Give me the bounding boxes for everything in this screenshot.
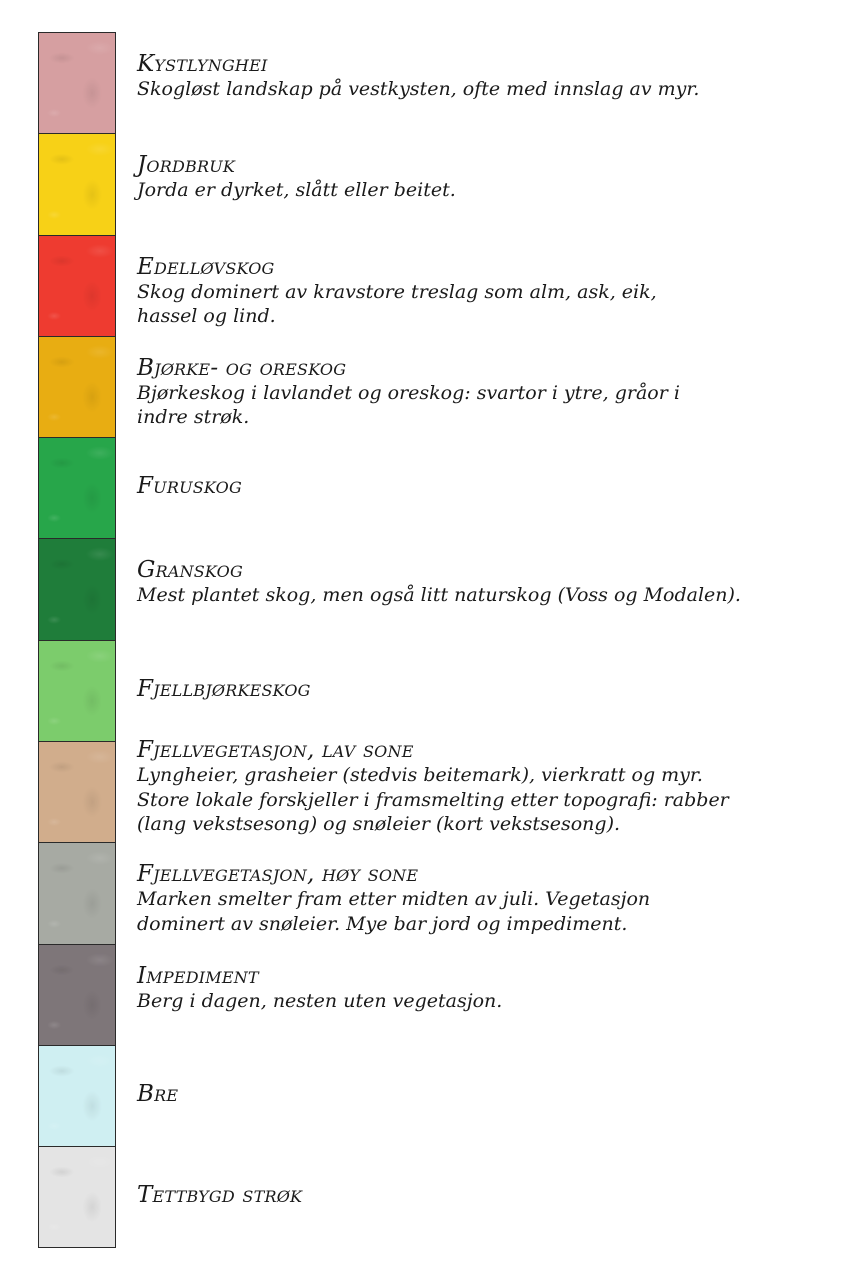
legend-title: Edelløvskog — [137, 253, 275, 280]
legend-description: Skog dominert av kravstore treslag som alm, ask, eik, hassel og lind. — [137, 280, 657, 328]
legend-text — [137, 842, 650, 936]
legend-title: Furuskog — [137, 473, 242, 500]
legend-text — [137, 944, 502, 1014]
map-legend — [38, 32, 858, 1248]
legend-text — [137, 133, 456, 203]
legend-item-bre — [38, 1045, 858, 1146]
legend-item-kystlynghei — [38, 32, 858, 133]
legend-description: Jorda er dyrket, slått eller beitet. — [137, 179, 456, 202]
legend-description: Marken smelter fram etter midten av juli. Vegetasjon dominert av snøleier. Mye bar jord og impediment. — [137, 888, 651, 935]
legend-swatch — [38, 538, 116, 639]
legend-title: Fjellbjørkeskog — [137, 675, 311, 702]
legend-swatch — [38, 944, 116, 1045]
legend-item-furuskog — [38, 437, 858, 538]
legend-text — [137, 235, 657, 329]
legend-swatch — [38, 336, 116, 437]
legend-item-fjellbjorkeskog — [38, 640, 858, 741]
legend-title: Fjellvegetasjon, lav sone — [137, 737, 414, 764]
legend-item-bjorke-og-oreskog — [38, 336, 858, 437]
legend-item-edellovskog — [38, 235, 858, 336]
legend-swatch — [38, 235, 116, 336]
legend-title: Bre — [137, 1080, 179, 1107]
legend-item-tettbygd-strok — [38, 1146, 858, 1247]
legend-swatch — [38, 842, 116, 943]
legend-text — [137, 538, 741, 608]
legend-title: Impediment — [137, 962, 259, 989]
legend-item-fjellvegetasjon-hoy-sone — [38, 842, 858, 943]
legend-title: Granskog — [137, 557, 243, 584]
legend-title: Tettbygd strøk — [137, 1182, 303, 1209]
legend-swatch — [38, 640, 116, 741]
legend-description: Lyngheier, grasheier (stedvis beitemark), vierkratt og myr. Store lokale forskjeller i framsmelting etter topografi: rabber (lang vekstsesong) og snøleier (kort vekstsesong). — [137, 764, 729, 836]
legend-swatch — [38, 1146, 116, 1247]
legend-text — [137, 336, 680, 430]
legend-title: Bjørke- og oreskog — [137, 354, 347, 381]
legend-item-impediment — [38, 944, 858, 1045]
legend-text — [137, 737, 729, 837]
legend-text — [137, 32, 699, 102]
legend-swatch — [38, 32, 116, 133]
legend-title: Kystlynghei — [137, 51, 268, 77]
legend-text — [137, 437, 242, 499]
legend-text — [137, 1045, 178, 1107]
legend-swatch — [38, 437, 116, 538]
legend-description: Berg i dagen, nesten uten vegetasjon. — [137, 989, 503, 1012]
legend-description: Mest plantet skog, men også litt naturskog (Voss og Modalen). — [137, 584, 741, 607]
legend-item-fjellvegetasjon-lav-sone — [38, 737, 858, 842]
legend-text — [137, 1146, 302, 1208]
legend-swatch — [38, 133, 116, 234]
legend-title: Fjellvegetasjon, høy sone — [137, 861, 419, 888]
legend-title: Jordbruk — [137, 152, 236, 179]
legend-item-granskog — [38, 538, 858, 639]
legend-item-jordbruk — [38, 133, 858, 234]
legend-description: Skogløst landskap på vestkysten, ofte med innslag av myr. — [137, 78, 700, 100]
legend-description: Bjørkeskog i lavlandet og oreskog: svartor i ytre, gråor i indre strøk. — [137, 381, 680, 429]
legend-text — [137, 640, 311, 702]
legend-swatch — [38, 741, 116, 842]
legend-swatch — [38, 1045, 116, 1146]
